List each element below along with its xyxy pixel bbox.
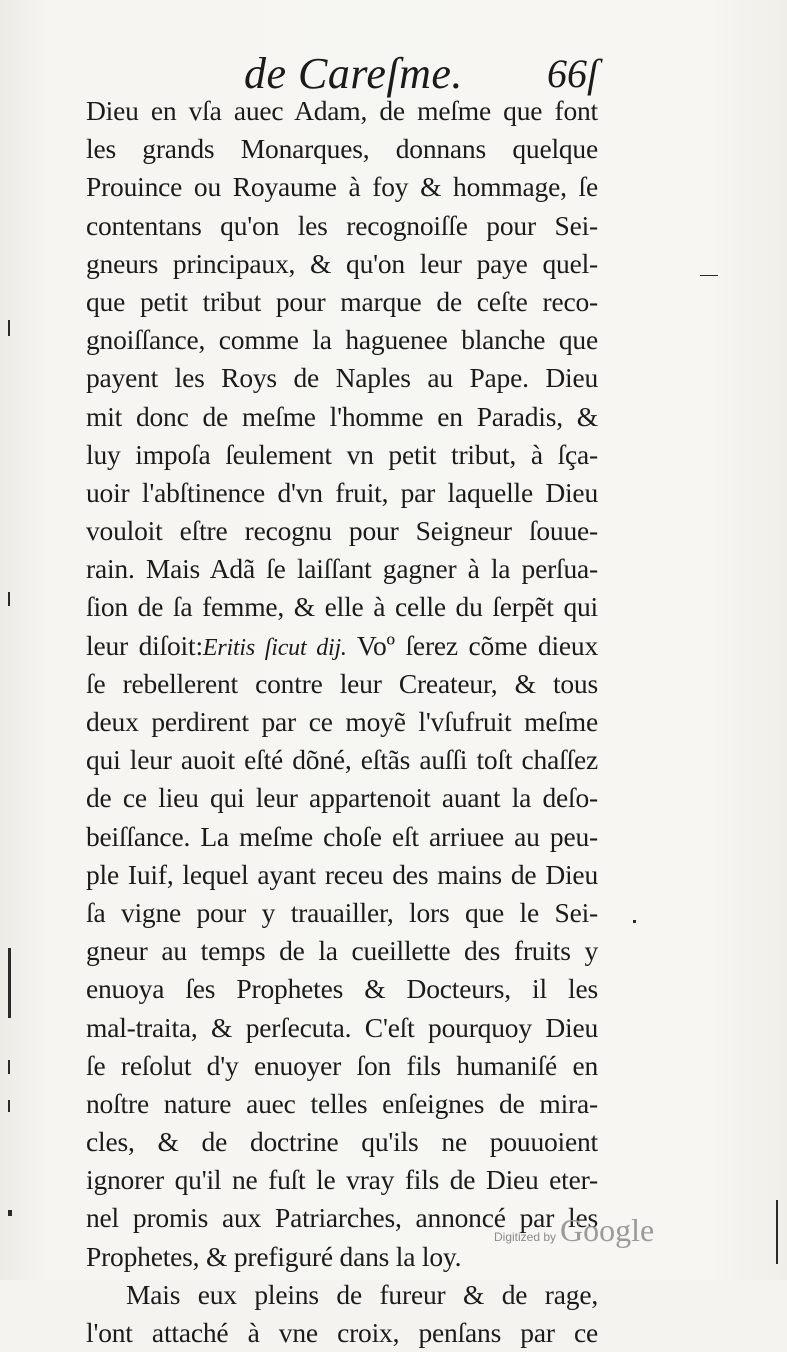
text-line: gneurs principaux, & qu'on leur paye quel-: [86, 247, 598, 279]
quote-translation: Voº ſerez cõme dieux: [356, 629, 599, 661]
text-line: Dieu en vſa auec Adam, de meſme que font: [86, 95, 598, 126]
text-line: gneur au temps de la cueillette des fruits y: [86, 935, 598, 967]
page-number: 66ſ: [547, 51, 599, 96]
paragraph-start-line: Mais eux pleins de fureur & de rage,: [126, 1278, 598, 1310]
text-line: qui leur auoit eſté dõné, eſtãs auſſi toſt chaſſez: [86, 744, 598, 776]
text-line: l'ont attaché à vne croix, penſans par ce: [86, 1317, 598, 1348]
text-line: deux perdirent par ce moyẽ l'vſufruit meſme: [86, 706, 598, 737]
text-line: uoir l'abſtinence d'vn fruit, par laquelle Dieu: [86, 476, 598, 508]
scan-artifact-mark: [633, 920, 636, 923]
text-line: gnoiſſance, comme la haguenee blanche que: [86, 324, 598, 356]
digitization-watermark: [494, 1212, 694, 1256]
scan-artifact-mark: [700, 275, 718, 276]
text-line: luy impoſa ſeulement vn petit tribut, à ſça-: [86, 438, 598, 470]
text-line: ple Iuif, lequel ayant receu des mains de Dieu: [86, 858, 598, 890]
quote-line: [86, 627, 598, 665]
text-line: ſion de ſa femme, & elle à celle du ſerpẽt qui: [86, 591, 598, 623]
text-line: contentans qu'on les recognoiſſe pour Sei-: [86, 209, 598, 241]
text-line: Prouince ou Royaume à foy & hommage, ſe: [86, 171, 598, 203]
page-corner-rule: [776, 1200, 778, 1264]
scan-artifact-mark: [8, 592, 10, 606]
scan-artifact-mark: [8, 320, 10, 336]
digitized-by-label: Digitized by: [494, 1230, 557, 1244]
text-line: vouloit eſtre recognu pour Seigneur ſouue-: [86, 515, 598, 547]
text-line: rain. Mais Adã ſe laiſſant gagner à la perſua-: [86, 553, 598, 585]
text-line: enuoya ſes Prophetes & Docteurs, il les: [86, 973, 598, 1005]
google-logo-text: Google: [560, 1212, 655, 1248]
quote-lead: leur diſoit:: [86, 629, 203, 661]
running-title: de Careſme.: [244, 49, 463, 98]
text-line: que petit tribut pour marque de ceſte reco-: [86, 285, 598, 317]
text-line: beiſſance. La meſme choſe eſt arriuee au peu-: [86, 820, 598, 852]
scan-artifact-mark: [8, 1210, 12, 1216]
text-line: de ce lieu qui leur appartenoit auant la deſo-: [86, 782, 598, 814]
text-line: payent les Roys de Naples au Pape. Dieu: [86, 362, 598, 394]
scan-artifact-mark: [8, 1100, 10, 1112]
scan-artifact-mark: [8, 948, 11, 1018]
text-line: nel promis aux Patriarches, annoncé par les: [86, 1202, 598, 1234]
text-line: ignorer qu'il ne fuſt le vray fils de Dieu eter-: [86, 1164, 598, 1196]
text-line: ſe reſolut d'y enuoyer ſon fils humaniſé en: [86, 1049, 598, 1081]
text-line: Prophetes, & prefiguré dans la loy.: [86, 1240, 462, 1272]
text-line: noſtre nature auec telles enſeignes de mira-: [86, 1087, 598, 1119]
text-line: mal-traita, & perſecuta. C'eſt pourquoy Dieu: [86, 1011, 598, 1043]
body-text: [86, 92, 598, 1352]
text-line: ſe rebellerent contre leur Createur, & tous: [86, 667, 598, 699]
text-line: mit donc de meſme l'homme en Paradis, &: [86, 400, 598, 432]
text-line: cles, & de doctrine qu'ils ne pouuoient: [86, 1126, 598, 1158]
text-line: ſa vigne pour y trauailler, lors que le Sei-: [86, 896, 598, 928]
scan-artifact-mark: [8, 1060, 10, 1074]
latin-quote: Eritis ſicut dij.: [202, 634, 347, 661]
text-line: les grands Monarques, donnans quelque: [86, 133, 598, 165]
